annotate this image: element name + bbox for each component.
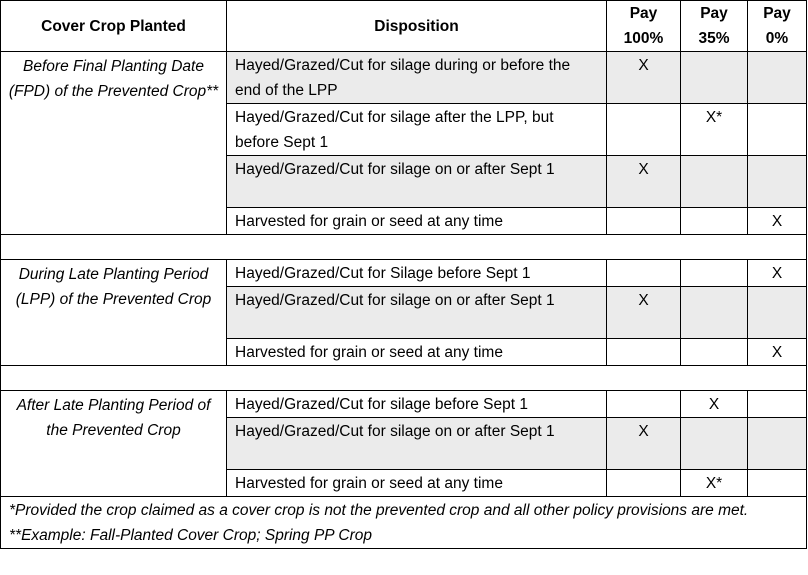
- footnote-double-asterisk: **Example: Fall-Planted Cover Crop; Spring PP Crop: [9, 527, 372, 544]
- pay-0-cell: X: [748, 339, 807, 366]
- header-disposition: Disposition: [227, 1, 607, 52]
- pay-100-cell: [607, 260, 681, 287]
- spacer-row: [1, 235, 807, 260]
- disposition-cell: Hayed/Grazed/Cut for silage before Sept 1: [227, 391, 607, 418]
- pay-100-cell: [607, 208, 681, 235]
- footnote-row: [1, 497, 807, 549]
- header-cover-crop: Cover Crop Planted: [1, 1, 227, 52]
- pay-35-cell: [681, 418, 748, 470]
- pay-100-cell: X: [607, 287, 681, 339]
- header-pay-35-line2: 35%: [698, 30, 730, 47]
- section-label-during-lpp: During Late Planting Period (LPP) of the Prevented Crop: [1, 260, 227, 366]
- disposition-cell: Hayed/Grazed/Cut for silage on or after Sept 1: [227, 156, 607, 208]
- table-row: [1, 52, 807, 104]
- pay-35-cell: [681, 339, 748, 366]
- disposition-cell: Harvested for grain or seed at any time: [227, 470, 607, 497]
- pay-35-cell: [681, 52, 748, 104]
- pay-0-cell: X: [748, 260, 807, 287]
- disposition-cell: Hayed/Grazed/Cut for silage after the LPP, but before Sept 1: [227, 104, 607, 156]
- pay-100-cell: X: [607, 156, 681, 208]
- header-pay-35-line1: Pay: [700, 5, 728, 22]
- pay-0-cell: [748, 156, 807, 208]
- spacer-cell: [1, 366, 807, 391]
- header-pay-0-line2: 0%: [765, 30, 789, 47]
- pay-0-cell: [748, 391, 807, 418]
- pay-35-cell: [681, 260, 748, 287]
- header-pay-100: [607, 1, 681, 52]
- pay-35-cell: X*: [681, 104, 748, 156]
- pay-35-cell: [681, 287, 748, 339]
- spacer-row: [1, 366, 807, 391]
- header-row: [1, 1, 807, 52]
- pay-35-cell: X*: [681, 470, 748, 497]
- table-row: [1, 391, 807, 418]
- pay-100-cell: X: [607, 418, 681, 470]
- footnotes-cell: [1, 497, 807, 549]
- pay-0-cell: X: [748, 208, 807, 235]
- disposition-cell: Hayed/Grazed/Cut for Silage before Sept 1: [227, 260, 607, 287]
- section-label-after-lpp: After Late Planting Period of the Prevented Crop: [1, 391, 227, 497]
- pay-100-cell: [607, 104, 681, 156]
- pay-0-cell: [748, 52, 807, 104]
- footnote-asterisk: *Provided the crop claimed as a cover crop is not the prevented crop and all other policy provisions are met.: [9, 502, 749, 519]
- pay-100-cell: X: [607, 52, 681, 104]
- header-pay-100-line2: 100%: [623, 30, 664, 47]
- header-pay-100-line1: Pay: [629, 5, 658, 22]
- header-pay-35: [681, 1, 748, 52]
- disposition-cell: Harvested for grain or seed at any time: [227, 339, 607, 366]
- pay-35-cell: X: [681, 391, 748, 418]
- section-label-before-fpd: Before Final Planting Date (FPD) of the Prevented Crop**: [1, 52, 227, 235]
- pay-0-cell: [748, 287, 807, 339]
- pay-100-cell: [607, 339, 681, 366]
- disposition-cell: Harvested for grain or seed at any time: [227, 208, 607, 235]
- pay-0-cell: [748, 104, 807, 156]
- disposition-cell: Hayed/Grazed/Cut for silage on or after Sept 1: [227, 418, 607, 470]
- pay-0-cell: [748, 470, 807, 497]
- header-pay-0-line1: Pay: [763, 5, 791, 22]
- pay-100-cell: [607, 391, 681, 418]
- table-row: [1, 260, 807, 287]
- pay-35-cell: [681, 208, 748, 235]
- disposition-cell: Hayed/Grazed/Cut for silage during or before the end of the LPP: [227, 52, 607, 104]
- pay-35-cell: [681, 156, 748, 208]
- header-pay-0: [748, 1, 807, 52]
- pay-0-cell: [748, 418, 807, 470]
- disposition-cell: Hayed/Grazed/Cut for silage on or after Sept 1: [227, 287, 607, 339]
- pay-100-cell: [607, 470, 681, 497]
- spacer-cell: [1, 235, 807, 260]
